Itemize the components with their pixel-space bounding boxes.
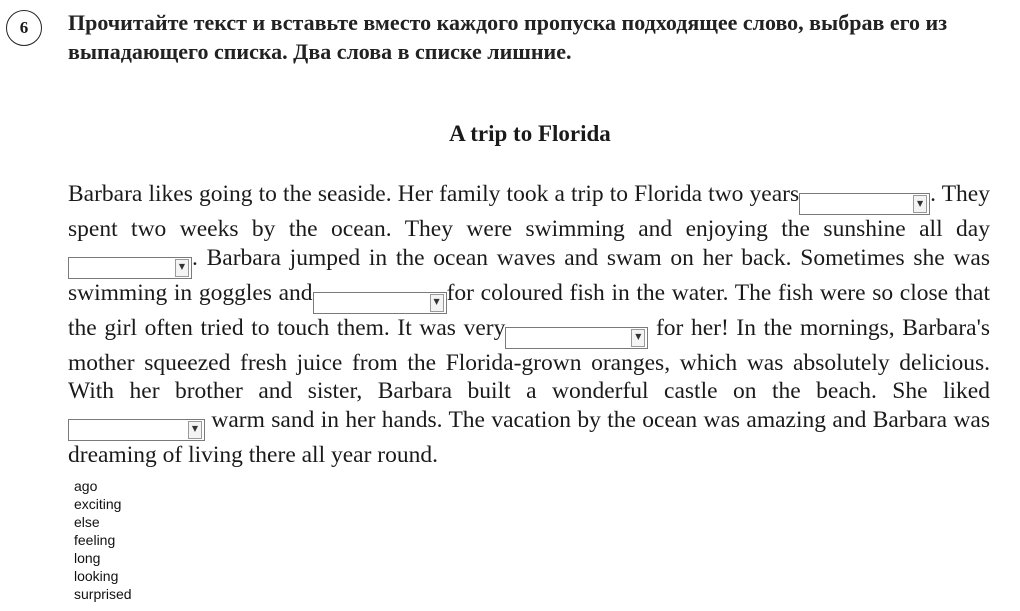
text-title: A trip to Florida <box>449 121 611 146</box>
text-segment-2: . They spent two weeks by the ocean. They were swimming and enjoying the sunshine all day <box>68 181 990 242</box>
word-option[interactable]: feeling <box>74 532 116 548</box>
text-segment-3: . Barbara jumped in the ocean waves and swam on her back. Sometimes she was swimming in goggles and <box>68 244 990 306</box>
dropdown-arrow-icon[interactable]: ▼ <box>631 329 645 347</box>
word-option[interactable]: ago <box>74 478 98 494</box>
dropdown-arrow-icon[interactable]: ▼ <box>913 195 927 213</box>
dropdown-arrow-icon[interactable]: ▼ <box>430 294 444 312</box>
text-segment-4: for coloured fish in the water. The fish were so close that the girl often tried to touch them. It was very <box>68 279 990 341</box>
blank-dropdown-5[interactable] <box>68 419 205 441</box>
word-option[interactable]: looking <box>74 568 119 584</box>
blank-dropdown-1[interactable] <box>799 193 930 215</box>
blank-dropdown-2[interactable] <box>68 257 192 279</box>
blank-dropdown-3[interactable] <box>313 292 447 314</box>
text-segment-6: warm sand in her hands. The vacation by the ocean was amazing and Barbara was dreaming of living there all year round. <box>68 406 990 468</box>
word-option[interactable]: surprised <box>74 586 132 602</box>
blank-dropdown-4[interactable] <box>505 327 648 349</box>
word-options-list <box>74 477 132 603</box>
question-number: 6 <box>6 10 42 46</box>
dropdown-arrow-icon[interactable]: ▼ <box>175 259 189 277</box>
instruction-text: Прочитайте текст и вставьте вместо каждого пропуска подходящее слово, выбрав его из выпадающего списка. Два слова в списке лишние. <box>68 10 948 64</box>
text-segment-1: Barbara likes going to the seaside. Her family took a trip to Florida two years <box>68 181 800 207</box>
word-option[interactable]: else <box>74 514 100 530</box>
word-option[interactable]: long <box>74 550 101 566</box>
text-body <box>68 180 990 469</box>
dropdown-arrow-icon[interactable]: ▼ <box>188 421 202 439</box>
word-option[interactable]: exciting <box>74 496 122 512</box>
text-segment-5: for her! In the mornings, Barbara's mother squeezed fresh juice from the Florida-grown oranges, which was absolutely delicious. With her brother and sister, Barbara built a wonderful castle on the beach. She liked <box>68 314 990 404</box>
